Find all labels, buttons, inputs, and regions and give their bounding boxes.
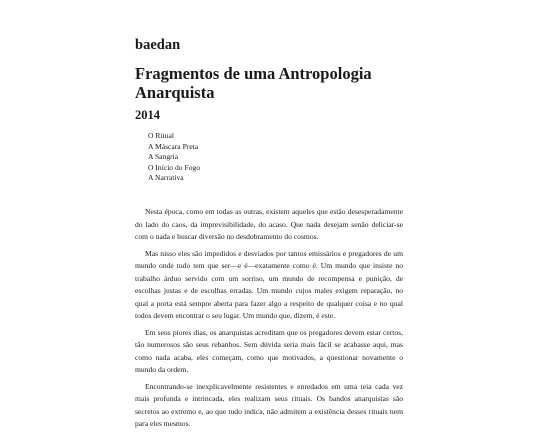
table-of-contents <box>148 131 200 184</box>
toc-item[interactable]: A Sangria <box>148 152 179 162</box>
toc-item[interactable]: A Narrativa <box>148 173 184 183</box>
paragraph: Encontrando-se inexplicavelmente resistentes e enredados em uma teia cada vez mais profunda e intrincada, eles realizam seus rituais. Os bandos anarquistas são secretos ao extremo e, ao que tudo indica, não admitem a existência desses rituais nem para eles mesmos. <box>135 381 403 428</box>
author-name: baedan <box>135 37 181 53</box>
toc-item[interactable]: O Início do Fogo <box>148 162 201 172</box>
paragraph: Nesta época, como em todas as outras, existem aqueles que estão desesperadamente do lado do caos, da imprevisibilidade, do acaso. Que nada desejam senão deliciar-se com o nada e buscar diversão no desdobramento do cosmos. <box>135 207 403 241</box>
document-title: Fragmentos de uma Antropologia Anarquista <box>135 64 372 102</box>
toc-item[interactable]: O Ritual <box>148 131 174 140</box>
paragraph: Mas nisso eles são impedidos e desviados por tantos emissários e pregadores de um mundo onde tudo tem que ser—e é—exatamente como é. Um mundo que insiste no trabalho árduo servido com um sorriso, um mundo de recompensa e punição, de escolhas justas e de escolhas erradas. Um mundo cujos males exigem reparação, no qual a porta está sempre aberta para fazer algo a respeito de qualquer coisa e no qual todos devem encontrar o seu lugar. Um mundo que, dizem, é este. <box>135 248 403 320</box>
body-text <box>135 206 403 435</box>
publication-year: 2014 <box>135 108 160 122</box>
toc-item[interactable]: A Máscara Preta <box>148 141 199 151</box>
paragraph: Em seus piores dias, os anarquistas acreditam que os pregadores devem estar certos, tão numerosos são seus rebanhos. Sem dúvida seria mais fácil se acabasse aqui, mas como nada acaba, eles começam, como que motivados, a questionar novamente o mundo da ordem. <box>135 327 403 374</box>
